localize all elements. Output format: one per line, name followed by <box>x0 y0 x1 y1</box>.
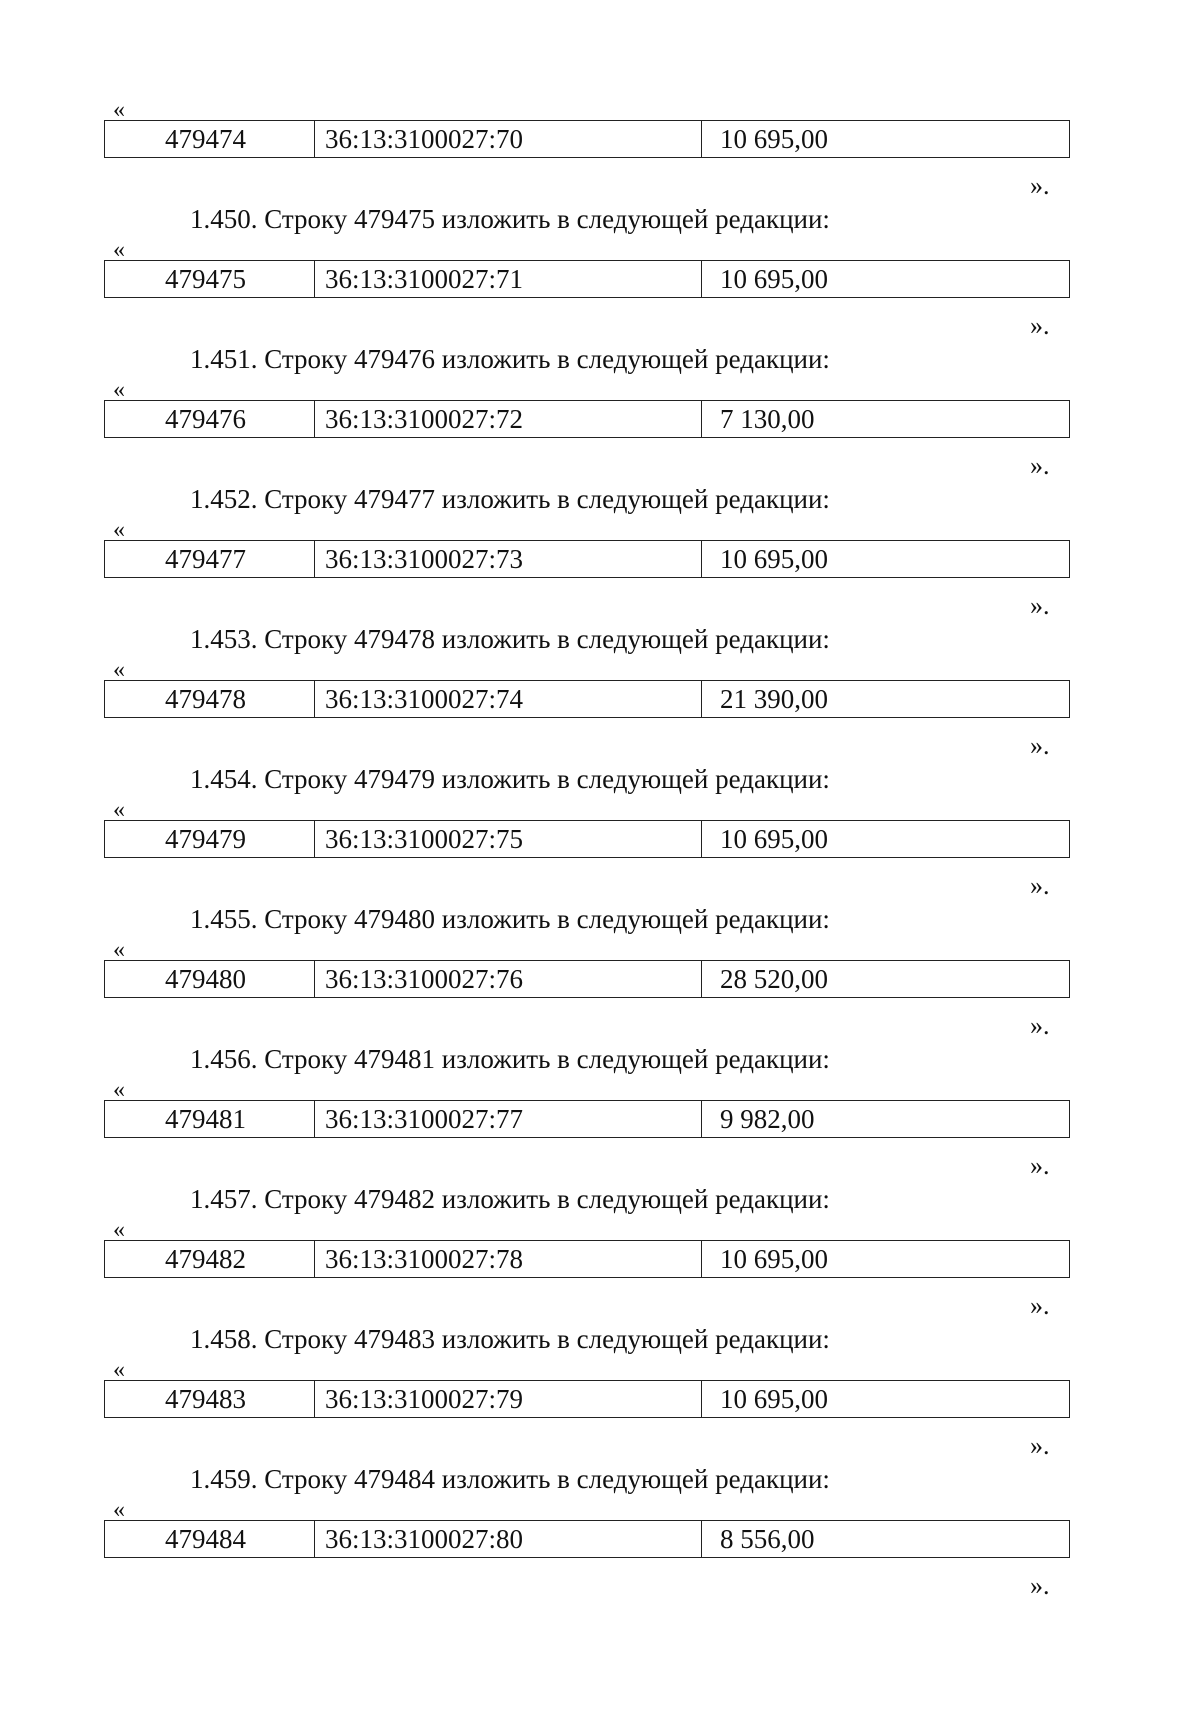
cadastral-number-cell: 36:13:3100027:75 <box>315 821 702 857</box>
value-cell: 10 695,00 <box>720 124 828 154</box>
row-number-cell: 479475 <box>105 261 315 297</box>
row-number-cell: 479479 <box>105 821 315 857</box>
open-quote: « <box>113 517 125 543</box>
close-quote: ». <box>1030 311 1050 340</box>
table-row <box>104 540 1070 578</box>
table-row <box>104 960 1070 998</box>
row-number-cell: 479477 <box>105 541 315 577</box>
amendment-heading: 1.459. Строку 479484 изложить в следующей редакции: <box>190 1464 830 1494</box>
table-row <box>104 260 1070 298</box>
row-number-cell: 479480 <box>105 961 315 997</box>
amendment-block <box>0 764 1200 904</box>
close-quote: ». <box>1030 451 1050 480</box>
cadastral-number-cell: 36:13:3100027:73 <box>315 541 702 577</box>
value-cell: 9 982,00 <box>720 1104 815 1134</box>
amendment-block <box>0 1324 1200 1464</box>
table-row <box>104 1380 1070 1418</box>
cadastral-number-cell: 36:13:3100027:80 <box>315 1521 702 1557</box>
cadastral-number-cell: 36:13:3100027:71 <box>315 261 702 297</box>
row-number-cell: 479478 <box>105 681 315 717</box>
value-cell: 10 695,00 <box>720 1384 828 1414</box>
close-quote: ». <box>1030 1291 1050 1320</box>
cadastral-number-cell: 36:13:3100027:78 <box>315 1241 702 1277</box>
cadastral-number-cell: 36:13:3100027:79 <box>315 1381 702 1417</box>
value-cell: 10 695,00 <box>720 264 828 294</box>
row-number-cell: 479482 <box>105 1241 315 1277</box>
amendment-heading: 1.457. Строку 479482 изложить в следующей редакции: <box>190 1184 830 1214</box>
cadastral-number-cell: 36:13:3100027:70 <box>315 121 702 157</box>
value-cell: 10 695,00 <box>720 544 828 574</box>
table-row <box>104 1240 1070 1278</box>
row-number-cell: 479483 <box>105 1381 315 1417</box>
open-quote: « <box>113 97 125 123</box>
cadastral-number-cell: 36:13:3100027:72 <box>315 401 702 437</box>
close-quote: ». <box>1030 1571 1050 1600</box>
cadastral-number-cell: 36:13:3100027:74 <box>315 681 702 717</box>
amendment-heading: 1.451. Строку 479476 изложить в следующей редакции: <box>190 344 830 374</box>
amendment-block <box>0 624 1200 764</box>
open-quote: « <box>113 377 125 403</box>
open-quote: « <box>113 797 125 823</box>
value-cell: 21 390,00 <box>720 684 828 714</box>
table-row <box>104 1100 1070 1138</box>
value-cell: 10 695,00 <box>720 824 828 854</box>
table-row <box>104 400 1070 438</box>
open-quote: « <box>113 937 125 963</box>
value-cell: 7 130,00 <box>720 404 815 434</box>
row-number-cell: 479474 <box>105 121 315 157</box>
amendment-block <box>0 904 1200 1044</box>
close-quote: ». <box>1030 871 1050 900</box>
cadastral-number-cell: 36:13:3100027:77 <box>315 1101 702 1137</box>
cadastral-number-cell: 36:13:3100027:76 <box>315 961 702 997</box>
amendment-heading: 1.453. Строку 479478 изложить в следующей редакции: <box>190 624 830 654</box>
amendment-heading: 1.456. Строку 479481 изложить в следующей редакции: <box>190 1044 830 1074</box>
table-row <box>104 1520 1070 1558</box>
amendment-heading: 1.458. Строку 479483 изложить в следующей редакции: <box>190 1324 830 1354</box>
open-quote: « <box>113 657 125 683</box>
row-number-cell: 479484 <box>105 1521 315 1557</box>
close-quote: ». <box>1030 1431 1050 1460</box>
value-cell: 28 520,00 <box>720 964 828 994</box>
value-cell: 10 695,00 <box>720 1244 828 1274</box>
amendment-block <box>0 64 1200 204</box>
open-quote: « <box>113 1497 125 1523</box>
close-quote: ». <box>1030 591 1050 620</box>
amendment-heading: 1.452. Строку 479477 изложить в следующей редакции: <box>190 484 830 514</box>
amendment-heading: 1.455. Строку 479480 изложить в следующей редакции: <box>190 904 830 934</box>
amendment-block <box>0 1044 1200 1184</box>
row-number-cell: 479476 <box>105 401 315 437</box>
amendment-block <box>0 204 1200 344</box>
close-quote: ». <box>1030 1011 1050 1040</box>
open-quote: « <box>113 1077 125 1103</box>
amendment-heading: 1.454. Строку 479479 изложить в следующей редакции: <box>190 764 830 794</box>
close-quote: ». <box>1030 171 1050 200</box>
table-row <box>104 680 1070 718</box>
close-quote: ». <box>1030 1151 1050 1180</box>
table-row <box>104 120 1070 158</box>
open-quote: « <box>113 1357 125 1383</box>
close-quote: ». <box>1030 731 1050 760</box>
amendment-block <box>0 484 1200 624</box>
amendment-block <box>0 344 1200 484</box>
value-cell: 8 556,00 <box>720 1524 815 1554</box>
open-quote: « <box>113 1217 125 1243</box>
amendment-heading: 1.450. Строку 479475 изложить в следующей редакции: <box>190 204 830 234</box>
open-quote: « <box>113 237 125 263</box>
amendment-block <box>0 1464 1200 1604</box>
table-row <box>104 820 1070 858</box>
row-number-cell: 479481 <box>105 1101 315 1137</box>
amendment-block <box>0 1184 1200 1324</box>
